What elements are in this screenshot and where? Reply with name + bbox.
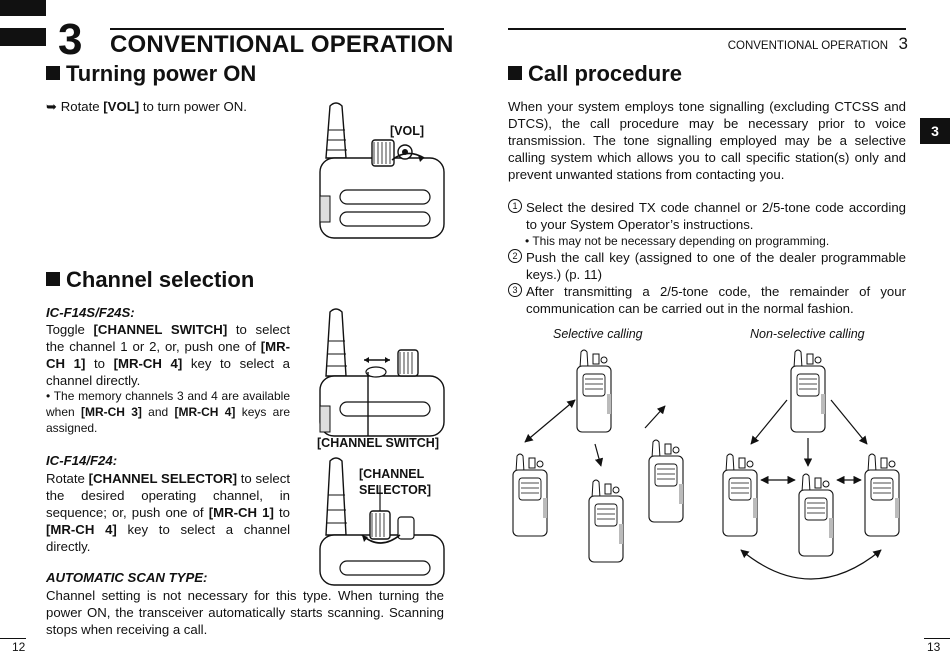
channel-selector-label: [CHANNEL SELECTOR] [359,467,431,497]
radio-icon [649,440,683,522]
chapter-tab-black-lower [0,28,46,46]
f14s-note: • The memory channels 3 and 4 are available when [MR-CH 3] and [MR-CH 4] keys are assigned. [46,389,290,435]
header-rule [508,28,906,30]
radio-icon [513,454,547,536]
radio-icon [589,480,623,562]
radio-icon [723,454,757,536]
chapter-title: CONVENTIONAL OPERATION [110,31,454,58]
step-3: 3 After transmitting a 2/5-tone code, the remainder of your communication can be carried out in the normal fashion. [508,283,906,317]
square-bullet-icon [46,66,60,80]
caption-nonselective: Non-selective calling [750,327,865,341]
step-2: 2 Push the call key (assigned to one of the dealer programmable keys.) (p. 11) [508,249,906,283]
running-header: CONVENTIONAL OPERATION 3 [727,34,908,53]
chapter-tab-black [0,0,46,16]
step-1-note: • This may not be necessary depending on programming. [525,234,830,248]
left-bottom-rule [0,638,26,639]
radio-vol-figure [312,100,447,240]
circled-number-icon: 2 [508,249,522,263]
circled-number-icon: 3 [508,283,522,297]
caption-selective: Selective calling [553,327,643,341]
radio-switch-figure [312,306,447,436]
call-diagrams [505,340,925,590]
square-bullet-icon [46,272,60,286]
radio-icon [865,454,899,536]
f14s-heading: IC-F14S/F24S: [46,305,135,320]
side-chapter-tab: 3 [920,118,950,144]
radio-icon [799,474,833,556]
step-1: 1 Select the desired TX code channel or 2/5-tone code according to your System Operator’s instructions. [508,199,906,233]
radio-selector-figure [312,455,447,583]
call-heading: Call procedure [508,61,682,87]
scan-text: Channel setting is not necessary for this type. When turning the power ON, the transceiver automatically starts scanning. Scanning stops when receiving a call. [46,588,444,637]
power-heading: Turning power ON [46,61,256,87]
vol-label: [VOL] [390,124,425,138]
right-page-number: 13 [927,640,941,654]
power-instruction: ➥ Rotate [VOL] to turn power ON. [46,99,247,114]
channel-switch-label: [CHANNEL SWITCH] [317,436,439,450]
left-page-number: 12 [12,640,26,654]
call-intro: When your system employs tone signalling (excluding CTCSS and DTCS), the call procedure may be necessary prior to voice transmission. The tone signalling employed may be a selective calling system which allows you to call specific station(s) only and prevent unwanted stations from contacting you. [508,99,906,182]
chapter-number: 3 [58,15,83,64]
chapter-rule [110,28,444,30]
arrow-icon: ➥ [46,99,58,114]
radio-icon [791,350,825,432]
scan-heading: AUTOMATIC SCAN TYPE: [46,570,208,585]
channel-heading: Channel selection [46,267,254,293]
square-bullet-icon [508,66,522,80]
f14s-text: Toggle [CHANNEL SWITCH] to select the channel 1 or 2, or, push one of [MR-CH 1] to [MR-CH 4] key to select a channel directly. [46,322,291,388]
circled-number-icon: 1 [508,199,522,213]
f14-text: Rotate [CHANNEL SELECTOR] to select the desired operating channel, in sequence; or, push one of [MR-CH 1] to [MR-CH 4] key to select a channel directly. [46,471,291,554]
f14-heading: IC-F14/F24: [46,453,118,468]
radio-icon [577,350,611,432]
right-bottom-rule [924,638,950,639]
